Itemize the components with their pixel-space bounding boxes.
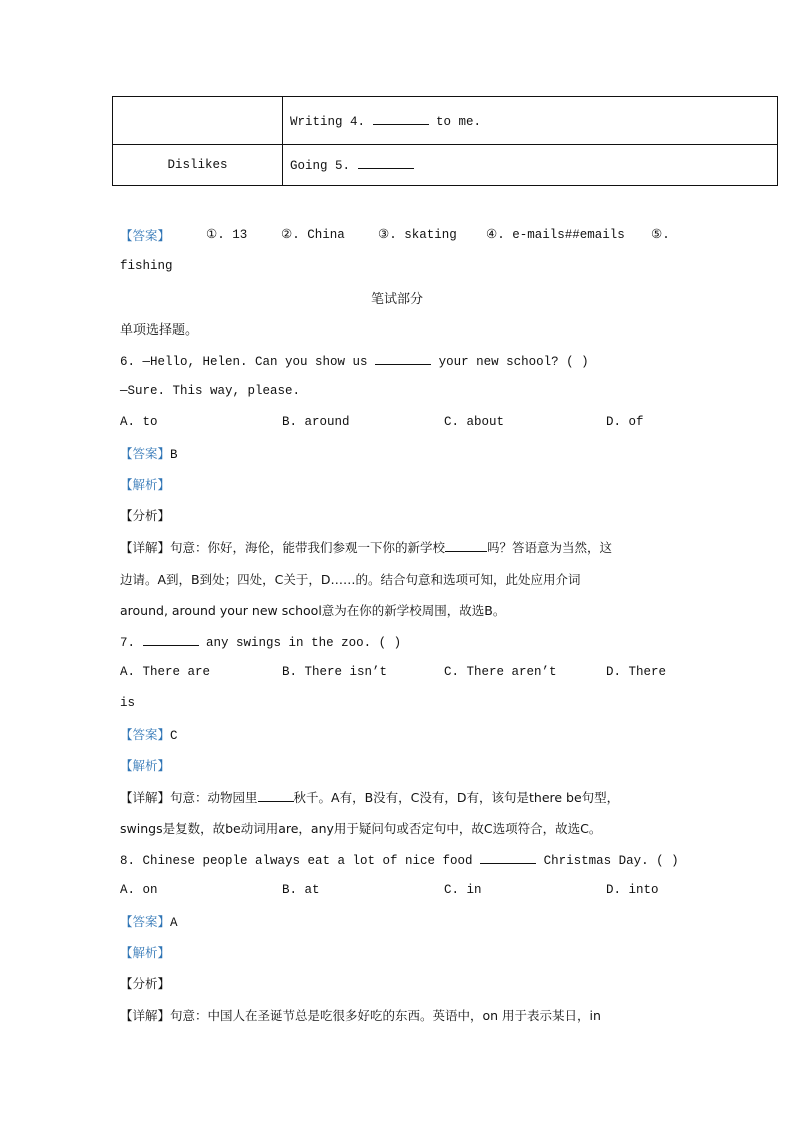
answer-item-4: ④. e-mails##emails <box>486 228 625 242</box>
answer-label: 【答案】 <box>120 228 171 243</box>
question-7-analysis-label: 【解析】 <box>120 758 171 773</box>
question-6-answer: 【答案】B <box>120 446 178 462</box>
question-8-analysis-label: 【解析】 <box>120 945 171 960</box>
option-c: C. There aren’t <box>444 665 557 679</box>
option-d: D. into <box>606 883 659 897</box>
option-b: B. at <box>282 883 320 897</box>
option-b: B. around <box>282 415 350 429</box>
answer-item-1: ①. 13 <box>206 228 248 242</box>
question-8-stem: 8. Chinese people always eat a lot of nice food Christmas Day. ( ) <box>120 854 679 868</box>
blank <box>445 540 487 552</box>
blank-5 <box>358 157 414 169</box>
option-b: B. There isn’t <box>282 665 388 679</box>
blank <box>375 353 431 365</box>
option-d: D. of <box>606 415 644 429</box>
option-a: A. on <box>120 883 158 897</box>
question-6-stem: 6. —Hello, Helen. Can you show us your new school? ( ) <box>120 355 589 369</box>
question-6-reply: —Sure. This way, please. <box>120 384 301 398</box>
option-d: D. There <box>606 665 667 679</box>
question-6-detail-line-3: around, around your new school意为在你的新学校周围，故选B。 <box>120 603 506 618</box>
option-d-continuation: is <box>120 696 136 710</box>
table-cell-label <box>113 97 283 145</box>
question-6-detail-line-1: 【详解】句意：你好，海伦，能带我们参观一下你的新学校 吗？答语意为当然，这 <box>120 540 613 555</box>
answer-item-5-continuation: fishing <box>120 259 173 273</box>
option-a: A. There are <box>120 665 211 679</box>
section-subtitle: 单项选择题。 <box>120 323 199 338</box>
table-cell-content: Writing 4. to me. <box>283 97 778 145</box>
question-7-detail-line-2: swings是复数，故be动词用are，any用于疑问句或否定句中，故C选项符合，故选C。 <box>120 821 602 836</box>
blank <box>480 852 536 864</box>
table-row <box>113 145 778 186</box>
question-8-detail-line-1: 【详解】句意：中国人在圣诞节总是吃很多好吃的东西。英语中，on 用于表示某日，in <box>120 1008 601 1023</box>
question-7-detail-line-1: 【详解】句意：动物园里 秋千。A有，B没有，C没有，D有，该句是there be句型， <box>120 790 620 805</box>
question-6-fenxi-label: 【分析】 <box>120 508 171 523</box>
question-7-stem: 7. any swings in the zoo. ( ) <box>120 636 402 650</box>
question-6-analysis-label: 【解析】 <box>120 477 171 492</box>
hobbies-table <box>112 96 778 186</box>
blank-4 <box>373 113 429 125</box>
table-cell-label: Dislikes <box>113 145 283 186</box>
option-c: C. in <box>444 883 482 897</box>
answer-item-5: ⑤. <box>651 228 670 242</box>
option-c: C. about <box>444 415 505 429</box>
blank <box>143 634 199 646</box>
table-cell-content: Going 5. <box>283 145 778 186</box>
answer-item-2: ②. China <box>281 228 345 242</box>
blank <box>258 790 294 802</box>
question-6-detail-line-2: 边请。A到，B到处；四处，C关于，D……的。结合句意和选项可知，此处应用介词 <box>120 572 581 587</box>
question-8-fenxi-label: 【分析】 <box>120 976 171 991</box>
answer-key <box>120 226 170 244</box>
table-row <box>113 97 778 145</box>
option-a: A. to <box>120 415 158 429</box>
section-title: 笔试部分 <box>370 292 423 307</box>
question-8-answer: 【答案】A <box>120 914 178 930</box>
question-7-answer: 【答案】C <box>120 727 178 743</box>
answer-item-3: ③. skating <box>378 228 457 242</box>
